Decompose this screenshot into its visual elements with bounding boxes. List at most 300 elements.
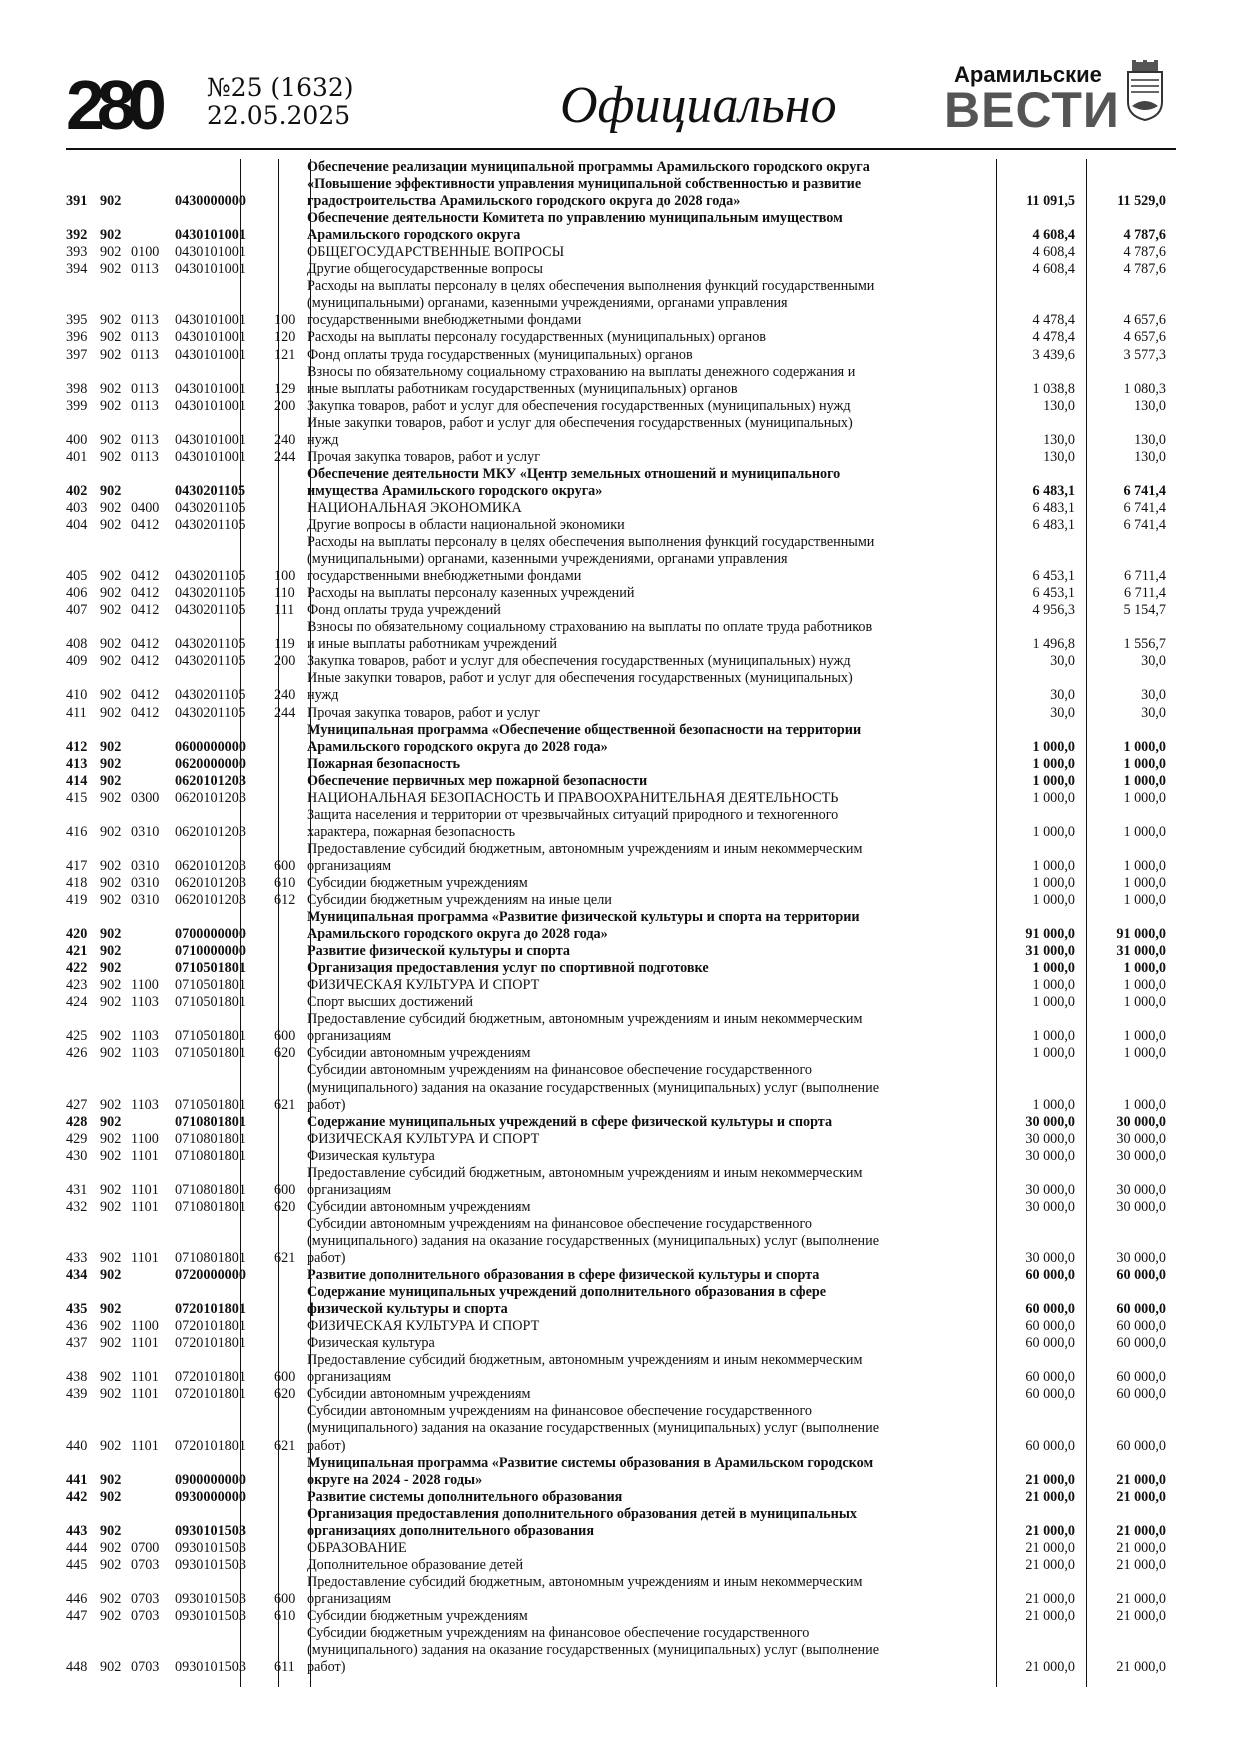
amount-year-2: 60 000,0 xyxy=(1116,1267,1166,1284)
target-article-code: 0600000000 xyxy=(175,738,246,755)
amount-year-1: 60 000,0 xyxy=(1025,1301,1075,1318)
amount-year-1: 1 000,0 xyxy=(1032,1096,1075,1113)
ved-code: 902 xyxy=(100,823,122,840)
amount-year-1: 1 000,0 xyxy=(1032,960,1075,977)
row-number: 405 xyxy=(66,568,88,585)
logo-top-text: Арамильские xyxy=(954,62,1102,87)
row-number: 444 xyxy=(66,1539,88,1556)
item-name: Физическая культура xyxy=(307,1147,435,1164)
item-name: Иные закупки товаров, работ и услуг для обеспечения государственных (муниципальных) нужд xyxy=(307,670,853,704)
ved-code: 902 xyxy=(100,1250,122,1266)
ved-code: 902 xyxy=(100,1590,122,1607)
table-row xyxy=(66,773,1176,790)
item-name: Предоставление субсидий бюджетным, автономным учреждениям и иным некоммерческим организациям xyxy=(307,1352,863,1386)
amount-year-1: 4 956,3 xyxy=(1032,602,1075,619)
table-row xyxy=(66,653,1176,670)
table-row xyxy=(66,1114,1176,1131)
section-code: 0113 xyxy=(131,380,159,397)
table-row xyxy=(66,278,1176,329)
header-rule xyxy=(66,148,1176,150)
target-article-code: 0620101203 xyxy=(175,789,246,806)
table-row xyxy=(66,466,1176,500)
ved-code: 902 xyxy=(100,636,122,653)
table-row xyxy=(66,1608,1176,1625)
row-number: 401 xyxy=(66,448,88,465)
row-number: 418 xyxy=(66,874,88,891)
target-article-code: 0720101801 xyxy=(175,1335,246,1352)
section-title: Официально xyxy=(560,77,837,134)
row-number: 440 xyxy=(66,1437,88,1454)
ved-code: 902 xyxy=(100,1113,122,1130)
table-row xyxy=(66,994,1176,1011)
item-name: Закупка товаров, работ и услуг для обеспечения государственных (муниципальных) нужд xyxy=(307,397,851,414)
item-name: НАЦИОНАЛЬНАЯ БЕЗОПАСНОСТЬ И ПРАВООХРАНИТЕЛЬНАЯ ДЕЯТЕЛЬНОСТЬ xyxy=(307,789,839,806)
target-article-code: 0930000000 xyxy=(175,1488,246,1505)
row-number: 413 xyxy=(66,755,88,772)
amount-year-1: 30,0 xyxy=(1050,653,1075,670)
ved-code: 902 xyxy=(100,1369,122,1386)
amount-year-2: 91 000,0 xyxy=(1116,926,1166,943)
ved-code: 902 xyxy=(100,346,122,363)
target-article-code: 0710501801 xyxy=(175,1096,246,1113)
target-article-code: 0430201105 xyxy=(175,636,246,653)
ved-code: 902 xyxy=(100,755,122,772)
amount-year-2: 11 529,0 xyxy=(1117,193,1166,210)
table-row xyxy=(66,1284,1176,1318)
amount-year-2: 6 741,4 xyxy=(1123,482,1166,499)
amount-year-1: 1 000,0 xyxy=(1032,874,1075,891)
row-number: 432 xyxy=(66,1198,88,1215)
amount-year-1: 30 000,0 xyxy=(1025,1250,1075,1266)
amount-year-2: 1 000,0 xyxy=(1123,977,1166,994)
item-name: Закупка товаров, работ и услуг для обеспечения государственных (муниципальных) нужд xyxy=(307,653,851,670)
amount-year-1: 30 000,0 xyxy=(1025,1147,1075,1164)
section-code: 0412 xyxy=(131,687,160,704)
amount-year-2: 21 000,0 xyxy=(1116,1522,1166,1539)
amount-year-1: 1 000,0 xyxy=(1032,857,1075,874)
target-article-code: 0720101801 xyxy=(175,1301,246,1318)
item-name: Развитие дополнительного образования в сфере физической культуры и спорта xyxy=(307,1267,820,1284)
row-number: 408 xyxy=(66,636,88,653)
item-name: Субсидии автономным учреждениям на финансовое обеспечение государственного (муниципального) задания на оказание государственных (муниципальных) услуг (выполнение работ) xyxy=(307,1215,880,1266)
target-article-code: 0710801801 xyxy=(175,1147,246,1164)
target-article-code: 0710501801 xyxy=(175,994,246,1011)
amount-year-2: 5 154,7 xyxy=(1123,602,1166,619)
section-code: 0113 xyxy=(131,312,159,329)
row-number: 431 xyxy=(66,1181,88,1198)
ved-code: 902 xyxy=(100,1488,122,1505)
target-article-code: 0710801801 xyxy=(175,1181,246,1198)
row-number: 429 xyxy=(66,1130,88,1147)
section-code: 0412 xyxy=(131,516,160,533)
row-number: 392 xyxy=(66,227,88,244)
amount-year-2: 4 657,6 xyxy=(1123,312,1166,329)
ved-code: 902 xyxy=(100,448,122,465)
target-article-code: 0430101001 xyxy=(175,346,246,363)
expense-type-code: 600 xyxy=(274,1028,296,1045)
row-number: 395 xyxy=(66,312,88,329)
amount-year-2: 30 000,0 xyxy=(1116,1181,1166,1198)
amount-year-2: 21 000,0 xyxy=(1116,1659,1166,1676)
table-row xyxy=(66,1045,1176,1062)
expense-type-code: 200 xyxy=(274,653,296,670)
target-article-code: 0620000000 xyxy=(175,755,246,772)
ved-code: 902 xyxy=(100,193,122,210)
target-article-code: 0620101203 xyxy=(175,874,246,891)
amount-year-2: 30,0 xyxy=(1141,704,1166,721)
item-name: ФИЗИЧЕСКАЯ КУЛЬТУРА И СПОРТ xyxy=(307,1130,540,1147)
ved-code: 902 xyxy=(100,653,122,670)
item-name: ОБРАЗОВАНИЕ xyxy=(307,1539,407,1556)
item-name: Другие общегосударственные вопросы xyxy=(307,261,543,278)
ved-code: 902 xyxy=(100,227,122,244)
section-code: 0113 xyxy=(131,329,159,346)
item-name: Содержание муниципальных учреждений в сфере физической культуры и спорта xyxy=(307,1113,833,1130)
item-name: Расходы на выплаты персоналу в целях обеспечения выполнения функций государственными (муниципальными) органами, казенными учреждениями, органами управления государственными внебюджетными фондами xyxy=(307,534,875,585)
amount-year-2: 60 000,0 xyxy=(1116,1437,1166,1454)
table-row xyxy=(66,807,1176,841)
amount-year-1: 1 000,0 xyxy=(1032,1045,1075,1062)
amount-year-2: 1 000,0 xyxy=(1123,755,1166,772)
target-article-code: 0710801801 xyxy=(175,1130,246,1147)
table-row xyxy=(66,909,1176,943)
target-article-code: 0430201105 xyxy=(175,704,246,721)
item-name: Взносы по обязательному социальному страхованию на выплаты по оплате труда работников и иные выплаты работникам учреждений xyxy=(307,619,873,653)
row-number: 400 xyxy=(66,431,88,448)
section-code: 1100 xyxy=(131,1318,159,1335)
item-name: Защита населения и территории от чрезвычайных ситуаций природного и техногенного характера, пожарная безопасность xyxy=(307,806,839,840)
ved-code: 902 xyxy=(100,704,122,721)
amount-year-1: 21 000,0 xyxy=(1025,1539,1075,1556)
amount-year-1: 30,0 xyxy=(1050,687,1075,704)
target-article-code: 0930101503 xyxy=(175,1522,246,1539)
ved-code: 902 xyxy=(100,1659,122,1676)
amount-year-1: 1 000,0 xyxy=(1032,738,1075,755)
expense-type-code: 129 xyxy=(274,380,296,397)
amount-year-2: 1 000,0 xyxy=(1123,772,1166,789)
amount-year-1: 4 478,4 xyxy=(1032,329,1075,346)
amount-year-2: 21 000,0 xyxy=(1116,1556,1166,1573)
ved-code: 902 xyxy=(100,1318,122,1335)
section-code: 0100 xyxy=(131,244,160,261)
ved-code: 902 xyxy=(100,329,122,346)
target-article-code: 0430101001 xyxy=(175,227,246,244)
section-code: 0412 xyxy=(131,636,160,653)
ved-code: 902 xyxy=(100,397,122,414)
amount-year-1: 1 000,0 xyxy=(1032,772,1075,789)
ved-code: 902 xyxy=(100,772,122,789)
amount-year-2: 6 711,4 xyxy=(1123,568,1166,585)
expense-type-code: 100 xyxy=(274,568,296,585)
target-article-code: 0930101503 xyxy=(175,1607,246,1624)
section-code: 0703 xyxy=(131,1556,160,1573)
expense-type-code: 200 xyxy=(274,397,296,414)
amount-year-1: 21 000,0 xyxy=(1025,1556,1075,1573)
target-article-code: 0720101801 xyxy=(175,1369,246,1386)
amount-year-1: 3 439,6 xyxy=(1032,346,1075,363)
expense-type-code: 621 xyxy=(274,1437,296,1454)
table-row xyxy=(66,943,1176,960)
ved-code: 902 xyxy=(100,1522,122,1539)
amount-year-1: 4 478,4 xyxy=(1032,312,1075,329)
amount-year-2: 21 000,0 xyxy=(1116,1471,1166,1488)
row-number: 403 xyxy=(66,499,88,516)
amount-year-2: 1 000,0 xyxy=(1123,1045,1166,1062)
ved-code: 902 xyxy=(100,789,122,806)
amount-year-1: 21 000,0 xyxy=(1025,1607,1075,1624)
amount-year-1: 60 000,0 xyxy=(1025,1267,1075,1284)
ved-code: 902 xyxy=(100,1028,122,1045)
table-row xyxy=(66,1131,1176,1148)
row-number: 435 xyxy=(66,1301,88,1318)
row-number: 414 xyxy=(66,772,88,789)
item-name: Фонд оплаты труда учреждений xyxy=(307,602,501,619)
row-number: 446 xyxy=(66,1590,88,1607)
table-row xyxy=(66,892,1176,909)
ved-code: 902 xyxy=(100,1386,122,1403)
section-code: 1101 xyxy=(131,1369,159,1386)
row-number: 448 xyxy=(66,1659,88,1676)
amount-year-1: 21 000,0 xyxy=(1025,1659,1075,1676)
item-name: Субсидии автономным учреждениям xyxy=(307,1198,531,1215)
item-name: Организация предоставления услуг по спортивной подготовке xyxy=(307,960,709,977)
section-code: 1101 xyxy=(131,1250,159,1266)
table-row xyxy=(66,1455,1176,1489)
target-article-code: 0430201105 xyxy=(175,516,246,533)
item-name: Пожарная безопасность xyxy=(307,755,461,772)
ved-code: 902 xyxy=(100,312,122,329)
amount-year-1: 60 000,0 xyxy=(1025,1386,1075,1403)
expense-type-code: 600 xyxy=(274,857,296,874)
item-name: Обеспечение первичных мер пожарной безопасности xyxy=(307,772,648,789)
section-code: 0700 xyxy=(131,1539,160,1556)
amount-year-1: 1 496,8 xyxy=(1032,636,1075,653)
amount-year-2: 1 000,0 xyxy=(1123,857,1166,874)
section-code: 0310 xyxy=(131,857,160,874)
item-name: НАЦИОНАЛЬНАЯ ЭКОНОМИКА xyxy=(307,499,522,516)
amount-year-1: 30 000,0 xyxy=(1025,1181,1075,1198)
ved-code: 902 xyxy=(100,994,122,1011)
target-article-code: 0900000000 xyxy=(175,1471,246,1488)
row-number: 399 xyxy=(66,397,88,414)
amount-year-2: 1 000,0 xyxy=(1123,892,1166,909)
ved-code: 902 xyxy=(100,687,122,704)
amount-year-1: 1 000,0 xyxy=(1032,789,1075,806)
target-article-code: 0620101203 xyxy=(175,772,246,789)
table-row xyxy=(66,977,1176,994)
target-article-code: 0930101503 xyxy=(175,1556,246,1573)
section-code: 0703 xyxy=(131,1590,160,1607)
expense-type-code: 111 xyxy=(274,602,295,619)
item-name: Обеспечение деятельности МКУ «Центр земельных отношений и муниципального имущества Арамильского городского округа» xyxy=(307,465,841,499)
page-header xyxy=(66,62,1176,146)
table-row xyxy=(66,1352,1176,1386)
amount-year-2: 1 000,0 xyxy=(1123,994,1166,1011)
target-article-code: 0430201105 xyxy=(175,687,246,704)
ved-code: 902 xyxy=(100,1096,122,1113)
table-row xyxy=(66,364,1176,398)
target-article-code: 0700000000 xyxy=(175,926,246,943)
table-row xyxy=(66,960,1176,977)
target-article-code: 0620101203 xyxy=(175,857,246,874)
target-article-code: 0430201105 xyxy=(175,568,246,585)
table-row xyxy=(66,261,1176,278)
table-row xyxy=(66,159,1176,210)
row-number: 419 xyxy=(66,892,88,909)
row-number: 396 xyxy=(66,329,88,346)
amount-year-2: 130,0 xyxy=(1134,448,1166,465)
amount-year-1: 6 483,1 xyxy=(1032,482,1075,499)
item-name: Расходы на выплаты персоналу государственных (муниципальных) органов xyxy=(307,329,766,346)
expense-type-code: 621 xyxy=(274,1250,296,1266)
target-article-code: 0430201105 xyxy=(175,653,246,670)
section-code: 1103 xyxy=(131,994,159,1011)
amount-year-2: 31 000,0 xyxy=(1116,943,1166,960)
row-number: 443 xyxy=(66,1522,88,1539)
target-article-code: 0720101801 xyxy=(175,1437,246,1454)
section-code: 0113 xyxy=(131,346,159,363)
table-row xyxy=(66,1267,1176,1284)
amount-year-2: 60 000,0 xyxy=(1116,1318,1166,1335)
item-name: Другие вопросы в области национальной экономики xyxy=(307,516,625,533)
section-code: 1103 xyxy=(131,1096,159,1113)
table-row xyxy=(66,619,1176,653)
ved-code: 902 xyxy=(100,874,122,891)
row-number: 394 xyxy=(66,261,88,278)
expense-type-code: 600 xyxy=(274,1181,296,1198)
row-number: 447 xyxy=(66,1607,88,1624)
row-number: 417 xyxy=(66,857,88,874)
ved-code: 902 xyxy=(100,943,122,960)
section-code: 0412 xyxy=(131,568,160,585)
section-code: 0113 xyxy=(131,261,159,278)
row-number: 439 xyxy=(66,1386,88,1403)
item-name: Субсидии бюджетным учреждениям xyxy=(307,1607,528,1624)
amount-year-2: 1 000,0 xyxy=(1123,738,1166,755)
item-name: Предоставление субсидий бюджетным, автономным учреждениям и иным некоммерческим организациям xyxy=(307,1573,863,1607)
row-number: 441 xyxy=(66,1471,88,1488)
row-number: 433 xyxy=(66,1250,88,1266)
ved-code: 902 xyxy=(100,1045,122,1062)
section-code: 0412 xyxy=(131,585,160,602)
amount-year-2: 130,0 xyxy=(1134,397,1166,414)
amount-year-2: 1 000,0 xyxy=(1123,823,1166,840)
table-row xyxy=(66,1011,1176,1045)
item-name: Расходы на выплаты персоналу казенных учреждений xyxy=(307,585,635,602)
row-number: 404 xyxy=(66,516,88,533)
table-row xyxy=(66,1216,1176,1267)
amount-year-2: 30 000,0 xyxy=(1116,1147,1166,1164)
row-number: 436 xyxy=(66,1318,88,1335)
section-code: 1101 xyxy=(131,1181,159,1198)
expense-type-code: 620 xyxy=(274,1386,296,1403)
amount-year-2: 6 711,4 xyxy=(1123,585,1166,602)
row-number: 422 xyxy=(66,960,88,977)
ved-code: 902 xyxy=(100,1437,122,1454)
target-article-code: 0710000000 xyxy=(175,943,246,960)
section-code: 0310 xyxy=(131,823,160,840)
amount-year-1: 91 000,0 xyxy=(1025,926,1075,943)
target-article-code: 0930101503 xyxy=(175,1539,246,1556)
row-number: 415 xyxy=(66,789,88,806)
amount-year-1: 130,0 xyxy=(1043,448,1075,465)
amount-year-2: 1 000,0 xyxy=(1123,874,1166,891)
table-row xyxy=(66,1165,1176,1199)
amount-year-2: 1 000,0 xyxy=(1123,960,1166,977)
amount-year-1: 1 000,0 xyxy=(1032,755,1075,772)
target-article-code: 0430101001 xyxy=(175,448,246,465)
expense-type-code: 110 xyxy=(274,585,295,602)
expense-type-code: 611 xyxy=(274,1659,295,1676)
ved-code: 902 xyxy=(100,1335,122,1352)
item-name: Спорт высших достижений xyxy=(307,994,473,1011)
ved-code: 902 xyxy=(100,892,122,909)
table-row xyxy=(66,1574,1176,1608)
item-name: Обеспечение деятельности Комитета по управлению муниципальным имуществом Арамильского городского округа xyxy=(307,210,843,244)
section-code: 0400 xyxy=(131,499,160,516)
expense-type-code: 600 xyxy=(274,1590,296,1607)
section-code: 0412 xyxy=(131,704,160,721)
expense-type-code: 610 xyxy=(274,874,296,891)
target-article-code: 0710501801 xyxy=(175,960,246,977)
amount-year-1: 6 453,1 xyxy=(1032,585,1075,602)
ved-code: 902 xyxy=(100,482,122,499)
ved-code: 902 xyxy=(100,926,122,943)
table-row xyxy=(66,398,1176,415)
amount-year-1: 1 000,0 xyxy=(1032,977,1075,994)
row-number: 420 xyxy=(66,926,88,943)
ved-code: 902 xyxy=(100,516,122,533)
amount-year-2: 1 080,3 xyxy=(1123,380,1166,397)
expense-type-code: 121 xyxy=(274,346,296,363)
amount-year-1: 6 453,1 xyxy=(1032,568,1075,585)
row-number: 438 xyxy=(66,1369,88,1386)
expense-type-code: 100 xyxy=(274,312,296,329)
table-row xyxy=(66,1386,1176,1403)
item-name: Прочая закупка товаров, работ и услуг xyxy=(307,448,541,465)
amount-year-1: 1 038,8 xyxy=(1032,380,1075,397)
expense-type-code: 621 xyxy=(274,1096,296,1113)
target-article-code: 0710801801 xyxy=(175,1198,246,1215)
section-code: 0300 xyxy=(131,789,160,806)
row-number: 393 xyxy=(66,244,88,261)
expense-type-code: 244 xyxy=(274,704,296,721)
table-row xyxy=(66,1062,1176,1113)
amount-year-2: 130,0 xyxy=(1134,431,1166,448)
table-row xyxy=(66,517,1176,534)
row-number: 410 xyxy=(66,687,88,704)
amount-year-2: 60 000,0 xyxy=(1116,1386,1166,1403)
item-name: Развитие системы дополнительного образования xyxy=(307,1488,623,1505)
item-name: Организация предоставления дополнительного образования детей в муниципальных организациях дополнительного образования xyxy=(307,1505,858,1539)
table-row xyxy=(66,1625,1176,1676)
table-row xyxy=(66,790,1176,807)
ved-code: 902 xyxy=(100,960,122,977)
ved-code: 902 xyxy=(100,738,122,755)
ved-code: 902 xyxy=(100,244,122,261)
table-row xyxy=(66,415,1176,449)
ved-code: 902 xyxy=(100,1130,122,1147)
amount-year-2: 21 000,0 xyxy=(1116,1590,1166,1607)
row-number: 411 xyxy=(66,704,87,721)
page-number: 280 xyxy=(66,66,159,144)
item-name: Фонд оплаты труда государственных (муниципальных) органов xyxy=(307,346,693,363)
amount-year-2: 1 000,0 xyxy=(1123,789,1166,806)
amount-year-1: 30 000,0 xyxy=(1025,1113,1075,1130)
amount-year-2: 30 000,0 xyxy=(1116,1130,1166,1147)
amount-year-1: 1 000,0 xyxy=(1032,994,1075,1011)
ved-code: 902 xyxy=(100,857,122,874)
